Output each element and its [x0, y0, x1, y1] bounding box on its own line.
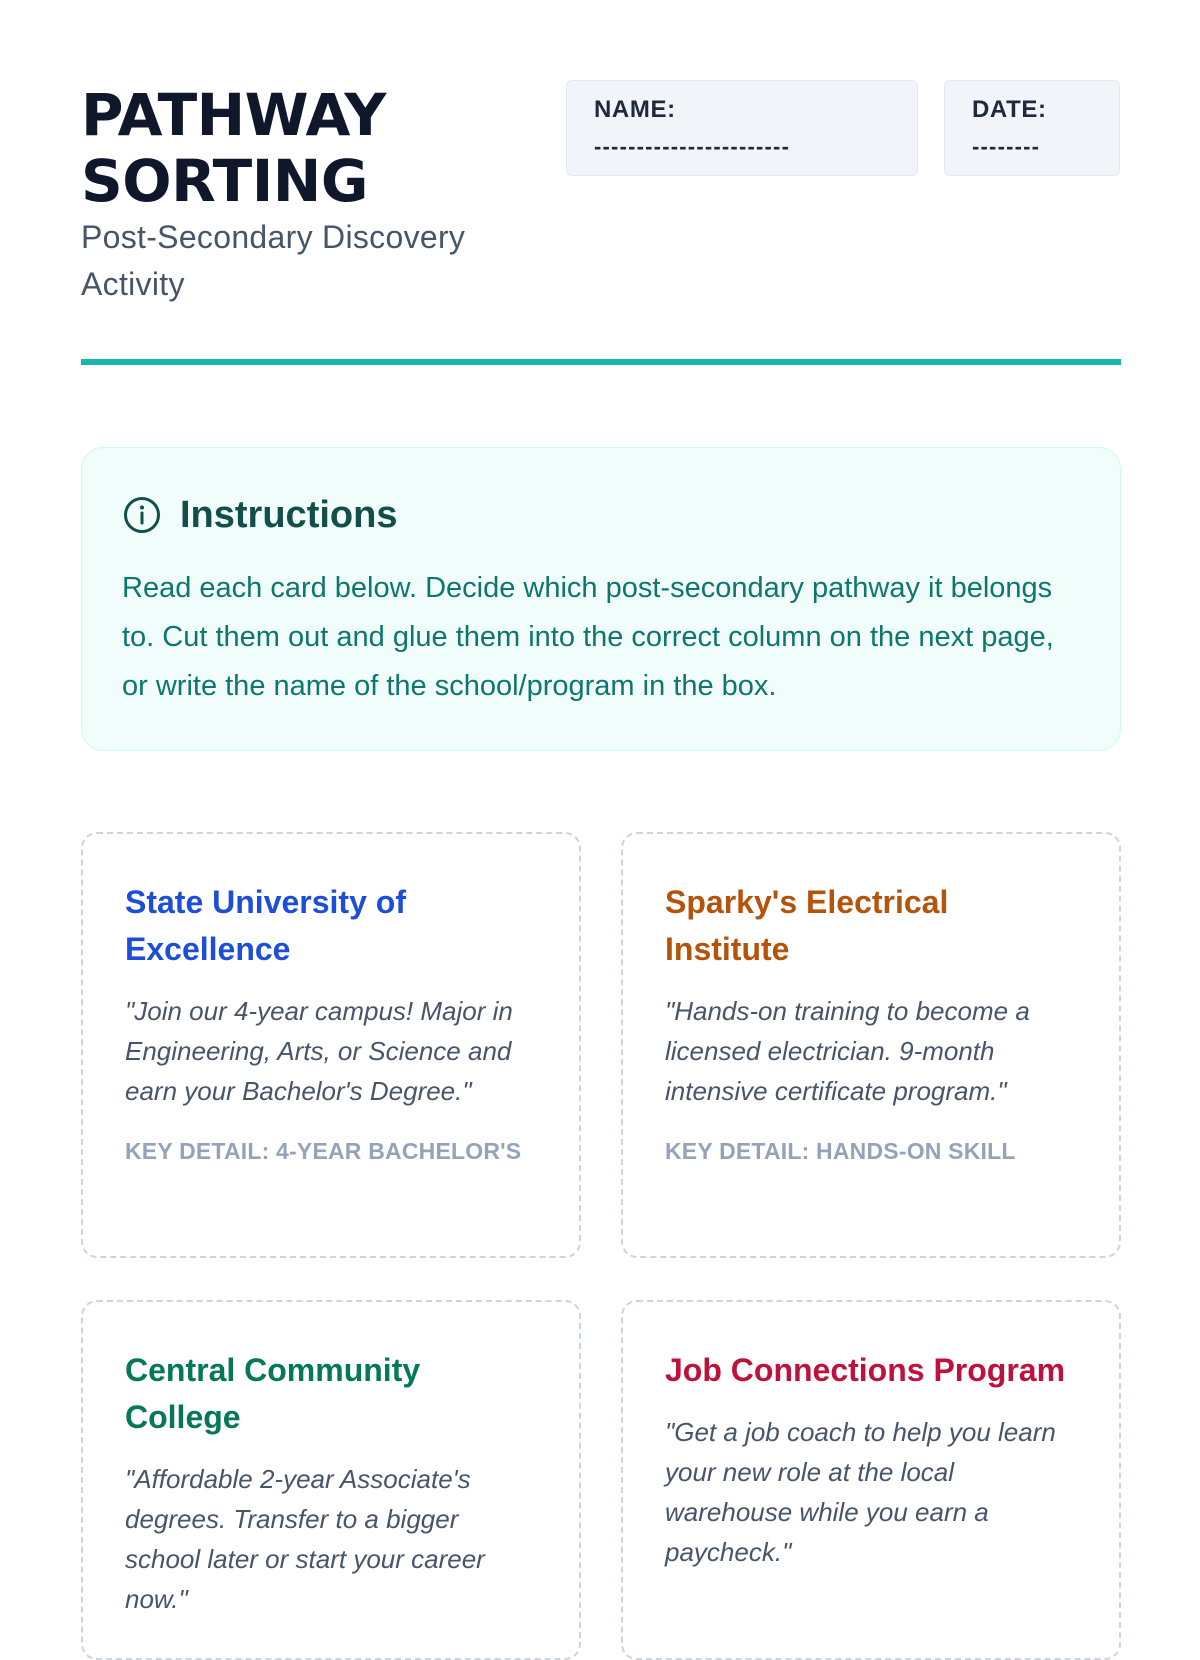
title-line-1: PATHWAY	[81, 81, 386, 149]
name-label: NAME:	[594, 96, 676, 123]
instructions-text: Read each card below. Decide which post-secondary pathway it belongs to. Cut them out and glue them into the correct column on the next page, or write the name of the school/program in the box.	[122, 572, 1054, 702]
name-blank-line: -----------------------	[594, 134, 791, 159]
page-title	[81, 82, 386, 214]
pathway-card-community-college[interactable]	[81, 1300, 581, 1660]
pathway-card-trade-school[interactable]	[621, 832, 1121, 1258]
date-field[interactable]	[944, 80, 1120, 176]
header-divider	[81, 359, 1121, 365]
instructions-heading	[122, 492, 1080, 538]
card-title: State University of Excellence	[125, 884, 406, 967]
date-blank-line: --------	[972, 134, 1041, 159]
pathway-card-university[interactable]	[81, 832, 581, 1258]
instructions-box	[81, 447, 1121, 751]
card-key-detail: KEY DETAIL: HANDS-ON SKILL	[665, 1138, 1016, 1164]
instructions-title: Instructions	[180, 493, 398, 536]
card-description: "Hands-on training to become a licensed electrician. 9-month intensive certificate program."	[665, 996, 1030, 1106]
card-description: "Get a job coach to help you learn your new role at the local warehouse while you earn a paycheck."	[665, 1417, 1056, 1567]
card-key-detail: KEY DETAIL: 4-YEAR BACHELOR'S	[125, 1138, 522, 1164]
card-description: "Join our 4-year campus! Major in Engineering, Arts, or Science and earn your Bachelor's Degree."	[125, 996, 513, 1106]
card-description: "Affordable 2-year Associate's degrees. Transfer to a bigger school later or start your career now."	[125, 1464, 485, 1614]
title-line-2: SORTING	[81, 147, 368, 215]
card-title: Central Community College	[125, 1352, 421, 1435]
card-title: Sparky's Electrical Institute	[665, 884, 949, 967]
pathway-card-job-program[interactable]	[621, 1300, 1121, 1660]
name-field[interactable]	[566, 80, 918, 176]
date-label: DATE:	[972, 96, 1047, 123]
card-title: Job Connections Program	[665, 1352, 1066, 1388]
info-icon	[122, 495, 162, 535]
page-subtitle: Post-Secondary Discovery Activity	[81, 219, 466, 302]
worksheet-header	[81, 80, 1121, 370]
